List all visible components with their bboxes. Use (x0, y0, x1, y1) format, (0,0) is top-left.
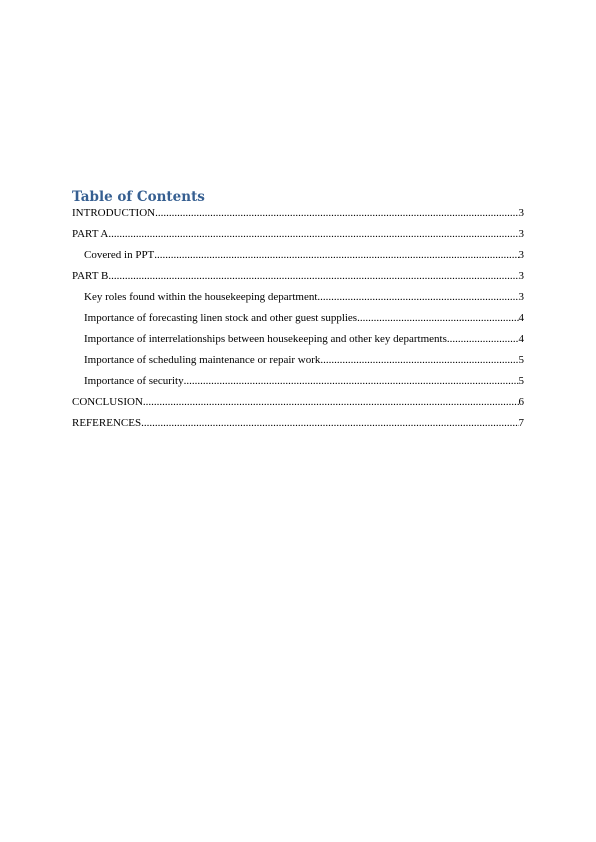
toc-page-number: 3 (518, 291, 524, 303)
toc-entry-title: Covered in PPT (84, 249, 155, 261)
toc-list (72, 207, 524, 430)
toc-entry-title: Importance of security (84, 375, 184, 387)
toc-entry-part-b[interactable] (72, 270, 524, 283)
toc-entry-scheduling-maintenance[interactable] (72, 354, 524, 367)
toc-dot-leader (317, 291, 518, 304)
toc-entry-title: CONCLUSION (72, 396, 143, 408)
toc-dot-leader (447, 333, 519, 346)
toc-dot-leader (357, 312, 518, 325)
toc-page-number: 3 (518, 270, 524, 282)
toc-dot-leader (184, 375, 519, 388)
toc-entry-title: Importance of interrelationships between housekeeping and other key departments (84, 333, 447, 345)
toc-entry-conclusion[interactable] (72, 396, 524, 409)
toc-page-number: 3 (518, 228, 524, 240)
toc-entry-covered-in-ppt[interactable] (72, 249, 524, 262)
toc-dot-leader (141, 417, 518, 430)
toc-entry-forecasting-linen[interactable] (72, 312, 524, 325)
toc-page-number: 5 (518, 375, 524, 387)
toc-entry-references[interactable] (72, 417, 524, 430)
toc-entry-key-roles[interactable] (72, 291, 524, 304)
toc-page-number: 3 (518, 249, 524, 261)
toc-entry-interrelationships[interactable] (72, 333, 524, 346)
toc-entry-title: Importance of scheduling maintenance or repair work (84, 354, 321, 366)
toc-dot-leader (143, 396, 519, 409)
table-of-contents (72, 187, 524, 430)
toc-entry-introduction[interactable] (72, 207, 524, 220)
toc-entry-title: Importance of forecasting linen stock and other guest supplies (84, 312, 358, 324)
toc-entry-title: REFERENCES (72, 417, 142, 429)
toc-entry-title: Key roles found within the housekeeping department (84, 291, 318, 303)
toc-dot-leader (108, 270, 518, 283)
toc-entry-part-a[interactable] (72, 228, 524, 241)
toc-dot-leader (154, 249, 518, 262)
toc-page-number: 7 (518, 417, 524, 429)
toc-page-number: 4 (518, 333, 524, 345)
toc-dot-leader (155, 207, 518, 220)
toc-entry-title: PART B (72, 270, 109, 282)
toc-page-number: 4 (518, 312, 524, 324)
toc-entry-security[interactable] (72, 375, 524, 388)
toc-dot-leader (320, 354, 518, 367)
toc-heading: Table of Contents (72, 189, 205, 205)
toc-page-number: 5 (518, 354, 524, 366)
toc-entry-title: INTRODUCTION (72, 207, 156, 219)
toc-dot-leader (108, 228, 518, 241)
toc-entry-title: PART A (72, 228, 109, 240)
toc-page-number: 6 (518, 396, 524, 408)
toc-page-number: 3 (518, 207, 524, 219)
